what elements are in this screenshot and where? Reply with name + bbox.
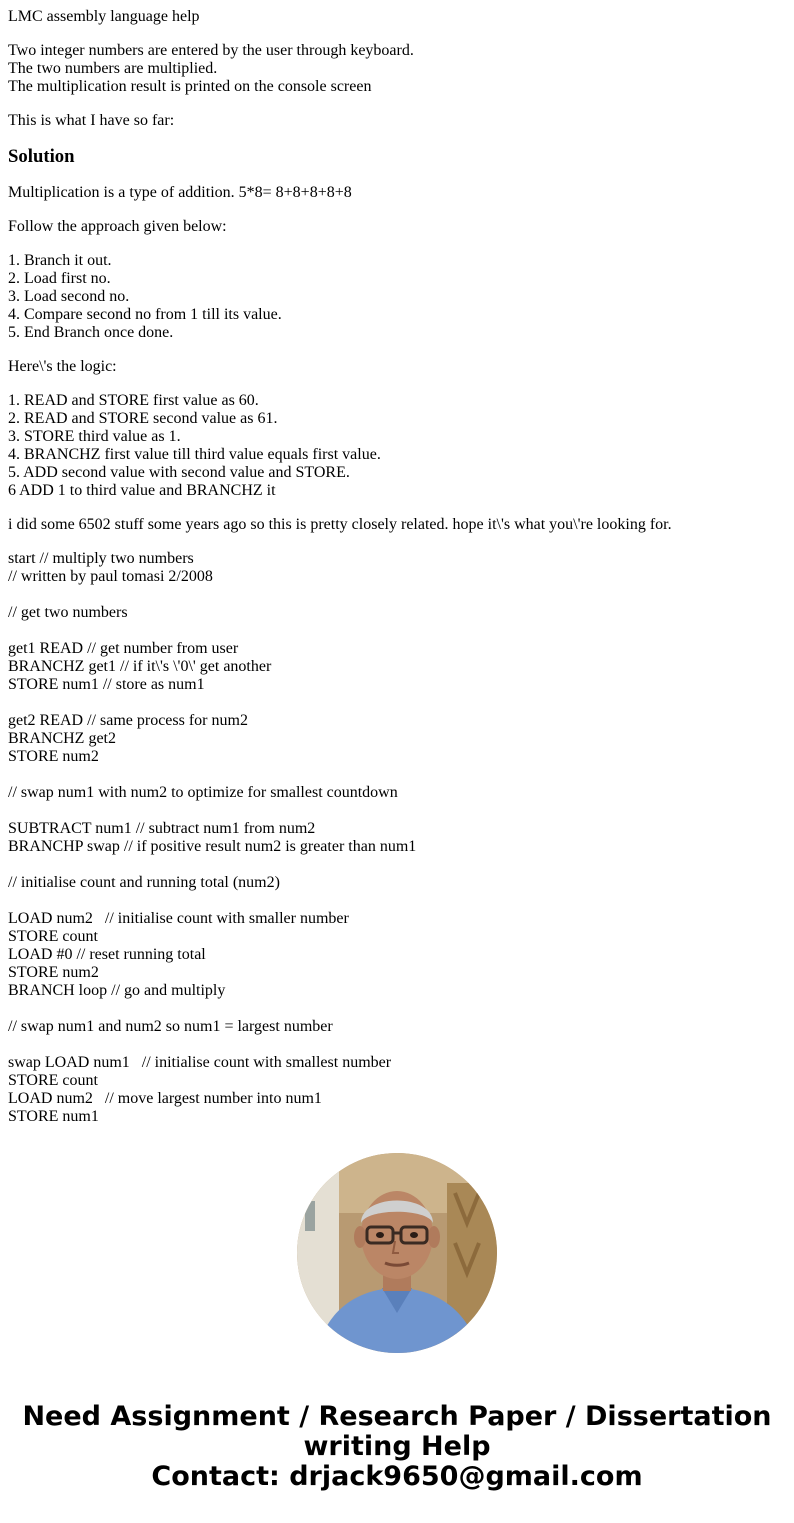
solution-intro: Multiplication is a type of addition. 5*8= 8+8+8+8+8	[8, 184, 352, 201]
code-line: // written by paul tomasi 2/2008	[8, 568, 213, 585]
code-line	[8, 1036, 786, 1054]
code-line	[8, 1000, 786, 1018]
document-content	[8, 8, 786, 1122]
logic-step: 4. BRANCHZ first value till third value equals first value.	[8, 446, 381, 463]
question-line: Two integer numbers are entered by the user through keyboard.	[8, 42, 414, 59]
cta-line: writing Help	[303, 1431, 491, 1462]
logic-step: 2. READ and STORE second value as 61.	[8, 410, 278, 427]
code-line	[8, 802, 786, 820]
code-line: // swap num1 with num2 to optimize for smallest countdown	[8, 784, 398, 801]
code-line: STORE num1 // store as num1	[8, 676, 205, 693]
logic-step: 3. STORE third value as 1.	[8, 428, 181, 445]
code-listing	[8, 550, 786, 1122]
logic-step: 6 ADD 1 to third value and BRANCHZ it	[8, 482, 276, 499]
code-line: get1 READ // get number from user	[8, 640, 239, 657]
code-line	[8, 586, 786, 604]
cta-line: Need Assignment / Research Paper / Dissertation	[22, 1401, 772, 1432]
code-line	[8, 694, 786, 712]
code-line	[8, 892, 786, 910]
code-line: STORE num2	[8, 964, 99, 981]
question-body	[8, 42, 786, 96]
code-line: STORE num1	[8, 1108, 99, 1122]
question-line: The multiplication result is printed on the console screen	[8, 78, 372, 95]
approach-step: 1. Branch it out.	[8, 252, 112, 269]
code-line: // get two numbers	[8, 604, 128, 621]
approach-step: 5. End Branch once done.	[8, 324, 174, 341]
code-line: start // multiply two numbers	[8, 550, 194, 567]
code-line: swap LOAD num1 // initialise count with smallest number	[8, 1054, 392, 1071]
logic-label: Here\'s the logic:	[8, 358, 117, 375]
code-line	[8, 622, 786, 640]
code-line: // initialise count and running total (num2)	[8, 874, 280, 891]
code-line: STORE count	[8, 928, 98, 945]
logic-step: 5. ADD second value with second value and STORE.	[8, 464, 350, 481]
author-portrait-image	[297, 1153, 497, 1353]
code-line: BRANCHZ get1 // if it\'s \'0\' get another	[8, 658, 272, 675]
code-line: BRANCHZ get2	[8, 730, 116, 747]
code-line: BRANCH loop // go and multiply	[8, 982, 226, 999]
approach-steps	[8, 252, 786, 342]
code-line: BRANCHP swap // if positive result num2 is greater than num1	[8, 838, 417, 855]
contact-banner	[0, 1402, 794, 1492]
question-title: LMC assembly language help	[8, 8, 200, 25]
contact-email: Contact: drjack9650@gmail.com	[151, 1461, 643, 1492]
code-line: STORE count	[8, 1072, 98, 1089]
question-line: The two numbers are multiplied.	[8, 60, 218, 77]
solution-heading: Solution	[8, 146, 75, 167]
code-line	[8, 766, 786, 784]
code-line: LOAD #0 // reset running total	[8, 946, 206, 963]
code-line: get2 READ // same process for num2	[8, 712, 248, 729]
author-avatar	[297, 1153, 497, 1353]
question-so-far: This is what I have so far:	[8, 112, 175, 129]
approach-label: Follow the approach given below:	[8, 218, 227, 235]
code-line: STORE num2	[8, 748, 99, 765]
logic-steps	[8, 392, 786, 500]
logic-step: 1. READ and STORE first value as 60.	[8, 392, 259, 409]
code-line: LOAD num2 // move largest number into num1	[8, 1090, 322, 1107]
approach-step: 2. Load first no.	[8, 270, 111, 287]
solution-note: i did some 6502 stuff some years ago so this is pretty closely related. hope it\'s what you\'re looking for.	[8, 516, 672, 533]
code-line: // swap num1 and num2 so num1 = largest number	[8, 1018, 333, 1035]
code-line	[8, 856, 786, 874]
code-line: SUBTRACT num1 // subtract num1 from num2	[8, 820, 316, 837]
approach-step: 4. Compare second no from 1 till its value.	[8, 306, 282, 323]
approach-step: 3. Load second no.	[8, 288, 130, 305]
code-line: LOAD num2 // initialise count with smaller number	[8, 910, 349, 927]
